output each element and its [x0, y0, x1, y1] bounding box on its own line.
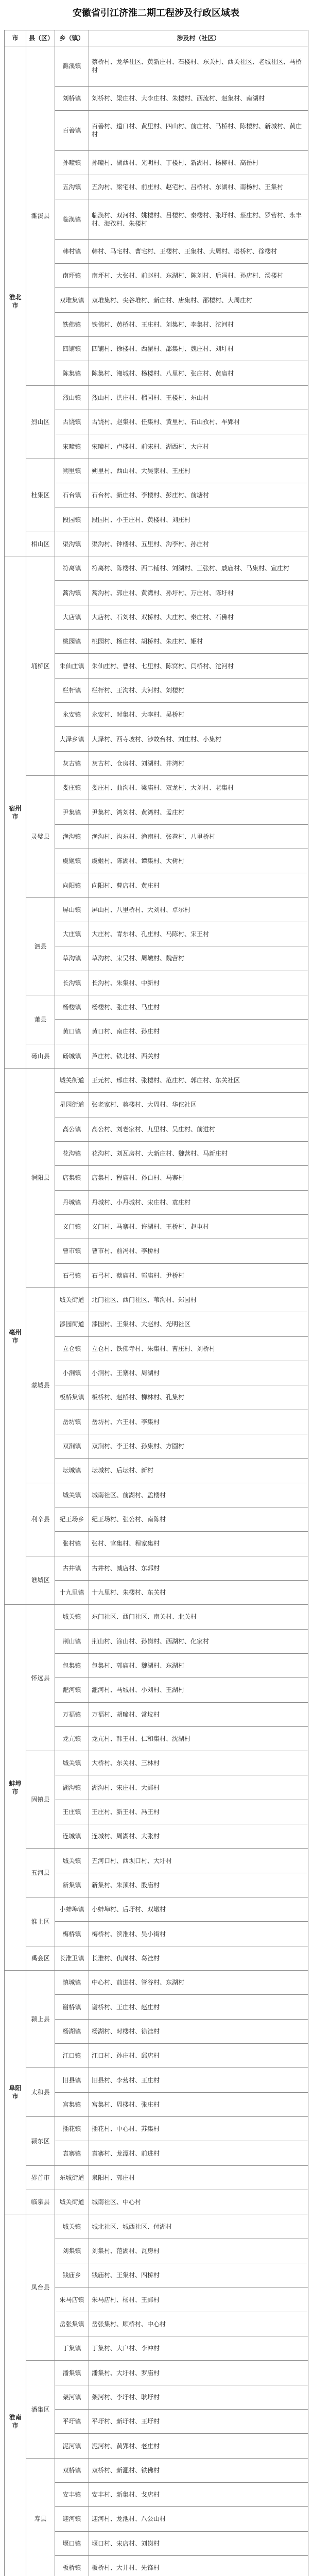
villages-cell: 古井村、减店村、东郭村 — [89, 1556, 308, 1580]
villages-cell: 曹市村、前冯村、李桥村 — [89, 1239, 308, 1263]
villages-cell: 尹集村、湾刘村、黄湾村、孟庄村 — [89, 800, 308, 824]
county-cell: 临泉县 — [26, 2190, 55, 2214]
town-cell: 龙亢镇 — [55, 1726, 89, 1751]
villages-cell: 渔沟村、沟东村、渔南村、张巷村、八里桥村 — [89, 824, 308, 849]
villages-cell: 岳坊村、六王村、李集村 — [89, 1410, 308, 1434]
town-cell: 张村镇 — [55, 1532, 89, 1556]
villages-cell: 王庄村、新王村、冯王村 — [89, 1800, 308, 1824]
table-row — [5, 2458, 308, 2482]
town-cell: 大店镇 — [55, 605, 89, 629]
table-row — [5, 995, 308, 1019]
town-cell: 店集镇 — [55, 1166, 89, 1190]
town-cell: 岳坊镇 — [55, 1410, 89, 1434]
town-cell: 坛城镇 — [55, 1459, 89, 1483]
villages-cell: 古饶村、赵集村、任集村、黄里村、石山孜村、车郢村 — [89, 410, 308, 434]
villages-cell: 刘桥村、梁庄村、大李庄村、朱楼村、西流村、赵集村、南湖村 — [89, 86, 308, 110]
villages-cell: 虞姬村、陈湖村、谭集村、大树村 — [89, 849, 308, 873]
county-cell: 潘集区 — [26, 2361, 55, 2458]
town-cell: 王庄镇 — [55, 1800, 89, 1824]
villages-cell: 岳张集村、顾桥村、中心村 — [89, 2312, 308, 2336]
villages-cell: 泥河村、黄郢村、老庄村 — [89, 2434, 308, 2458]
villages-cell: 长沟村、朱集村、中新村 — [89, 971, 308, 995]
villages-cell: 大店村、石刘村、双桥村、大庄村、秦庄村、石佛村 — [89, 605, 308, 629]
town-cell: 大泽乡镇 — [55, 727, 89, 751]
town-cell: 杨湖镇 — [55, 2019, 89, 2043]
villages-cell: 大泽村、西寺坡村、涉故台村、刘庄村、小集村 — [89, 727, 308, 751]
county-cell: 怀远县 — [26, 1605, 55, 1751]
villages-cell: 北门社区、西门社区、苇沟村、郑园村 — [89, 1287, 308, 1312]
county-cell: 界首市 — [26, 2165, 55, 2190]
town-cell: 小涧镇 — [55, 1361, 89, 1385]
town-cell: 石弓镇 — [55, 1263, 89, 1287]
town-cell: 花沟镇 — [55, 1141, 89, 1165]
town-cell: 潘集镇 — [55, 2361, 89, 2385]
town-cell: 安丰镇 — [55, 2483, 89, 2507]
town-cell: 栏杆镇 — [55, 678, 89, 702]
town-cell: 旧县镇 — [55, 2068, 89, 2092]
villages-cell: 义门村、马寨村、许湖村、王桥村、赵屯村 — [89, 1214, 308, 1239]
county-cell: 利辛县 — [26, 1483, 55, 1556]
town-cell: 荆山镇 — [55, 1629, 89, 1653]
villages-cell: 中心村、前进村、管谷村、东湖村 — [89, 1971, 308, 1995]
villages-cell: 张村、官集村、程家集村 — [89, 1532, 308, 1556]
town-cell: 城关镇 — [55, 1751, 89, 1775]
town-cell: 漆园街道 — [55, 1312, 89, 1336]
town-cell: 韩村镇 — [55, 239, 89, 263]
villages-cell: 潘集村、大圩村、罗庙村 — [89, 2361, 308, 2385]
town-cell: 城关街道 — [55, 1287, 89, 1312]
villages-cell: 安丰村、新集村、戈店村 — [89, 2483, 308, 2507]
county-cell: 太和县 — [26, 2068, 55, 2117]
town-cell: 城关镇 — [55, 2214, 89, 2239]
county-cell: 固镇县 — [26, 1751, 55, 1849]
table-row — [5, 1751, 308, 1775]
villages-cell: 杨湖村、时楼村、徐洼村 — [89, 2019, 308, 2043]
town-cell: 长淮卫镇 — [55, 1946, 89, 1970]
town-cell: 尹集镇 — [55, 800, 89, 824]
county-cell: 埇桥区 — [26, 556, 55, 776]
villages-cell: 双涧村、李王村、孙集村、方圆村 — [89, 1434, 308, 1458]
villages-cell: 屏山村、八里桥村、大刘村、卓尔村 — [89, 897, 308, 922]
town-cell: 东城街道 — [55, 2165, 89, 2190]
villages-cell: 城南社区、前湖村、孟楼村 — [89, 1483, 308, 1507]
county-cell: 灵璧县 — [26, 776, 55, 898]
table-row — [5, 1483, 308, 1507]
town-cell: 桃园镇 — [55, 630, 89, 654]
villages-cell: 梅桥村、滨淮村、吴小街村 — [89, 1922, 308, 1946]
villages-cell: 烈山村、洪庄村、榴园村、王楼村、东山村 — [89, 385, 308, 410]
villages-cell: 娄庄村、曲沟村、梁庙村、双龙村、大刘村、老集村 — [89, 776, 308, 800]
town-cell: 刘集镇 — [55, 2239, 89, 2263]
town-cell: 泥河镇 — [55, 2434, 89, 2458]
villages-cell: 草沟村、宋吴村、周墩村、魏营村 — [89, 946, 308, 971]
county-cell: 凤台县 — [26, 2214, 55, 2361]
villages-cell: 栏杆村、王沟村、大河村、刘楼村 — [89, 678, 308, 702]
town-cell: 江口镇 — [55, 2044, 89, 2068]
town-cell: 濉溪镇 — [55, 46, 89, 87]
county-cell: 泗县 — [26, 897, 55, 995]
villages-cell: 向阳村、曹店村、黄庄村 — [89, 873, 308, 897]
villages-cell: 袁寨村、龙潭村、前进村 — [89, 2141, 308, 2165]
county-cell: 谯城区 — [26, 1556, 55, 1605]
town-cell: 城关镇 — [55, 1483, 89, 1507]
villages-cell: 丹城村、小丹城村、宋庄村、袁庄村 — [89, 1190, 308, 1214]
table-row — [5, 459, 308, 483]
villages-cell: 十九里村、朱楼村、东关村 — [89, 1580, 308, 1604]
table-row — [5, 1897, 308, 1922]
town-cell: 草沟镇 — [55, 946, 89, 971]
villages-cell: 四铺村、徐楼村、西翟村、邵集村、魏庄村、刘圩村 — [89, 337, 308, 361]
town-cell: 慎城镇 — [55, 1971, 89, 1995]
table-row — [5, 1556, 308, 1580]
villages-cell: 桃园村、杨庄村、胡桥村、朱庄村、姬村 — [89, 630, 308, 654]
table-row — [5, 1287, 308, 1312]
table-row — [5, 1849, 308, 1873]
table-row — [5, 2214, 308, 2239]
villages-cell: 刘集村、范湖村、瓦房村 — [89, 2239, 308, 2263]
villages-cell: 淝河村、马城村、小刘村、王湖村 — [89, 1678, 308, 1702]
town-cell: 娄庄镇 — [55, 776, 89, 800]
villages-cell: 宫集村、周楼村、张庄村 — [89, 2092, 308, 2116]
town-cell: 烈山镇 — [55, 385, 89, 410]
header-county: 县（区） — [26, 30, 55, 46]
villages-cell: 王元村、邢庄村、张楼村、范庄村、郭庄村、东关社区 — [89, 1068, 308, 1092]
table-row — [5, 2117, 308, 2141]
town-cell: 双涧镇 — [55, 1434, 89, 1458]
town-cell: 万福镇 — [55, 1702, 89, 1726]
villages-cell: 永安村、时集村、大李村、吴桥村 — [89, 703, 308, 727]
town-cell: 灰古镇 — [55, 751, 89, 775]
city-cell: 宿州市 — [5, 556, 26, 1069]
villages-cell: 大庄村、青东村、孔庄村、马陈村、宋王村 — [89, 922, 308, 946]
town-cell: 城关镇 — [55, 1849, 89, 1873]
villages-cell: 石台村、新庄村、李楼村、彭庄村、前塘村 — [89, 483, 308, 507]
town-cell: 丹城镇 — [55, 1190, 89, 1214]
town-cell: 平圩镇 — [55, 2410, 89, 2434]
villages-cell: 立仓村、铁佛寺村、朱集村、曹庄村、刘桥村 — [89, 1336, 308, 1361]
villages-cell: 坛城村、后坛村、新村 — [89, 1459, 308, 1483]
town-cell: 杨楼镇 — [55, 995, 89, 1019]
county-cell: 砀山县 — [26, 1044, 55, 1068]
table-row — [5, 532, 308, 556]
town-cell: 立仓镇 — [55, 1336, 89, 1361]
villages-cell: 连城村、周湖村、大张村 — [89, 1824, 308, 1849]
villages-cell: 东门社区、西门社区、南关村、北关村 — [89, 1605, 308, 1629]
villages-cell: 铁佛村、黄桥村、王庄村、刘集村、李集村、沱河村 — [89, 312, 308, 336]
table-row — [5, 1044, 308, 1068]
villages-cell: 插花村、中心村、苏集村 — [89, 2117, 308, 2141]
villages-cell: 双堆集村、尖谷堆村、新庄村、唐集村、邵楼村、大周庄村 — [89, 288, 308, 312]
villages-cell: 堰口村、宋店村、刘岗村 — [89, 2531, 308, 2555]
town-cell: 义门镇 — [55, 1214, 89, 1239]
villages-cell: 朱马店村、杨村、王郢村 — [89, 2287, 308, 2312]
villages-cell: 板桥村、大井村、先锋村 — [89, 2555, 308, 2576]
table-row — [5, 1971, 308, 1995]
table-row — [5, 385, 308, 410]
villages-cell: 灰古村、仓房村、刘湖村、井湾村 — [89, 751, 308, 775]
town-cell: 新集镇 — [55, 1873, 89, 1897]
table-row — [5, 46, 308, 87]
city-cell: 阜阳市 — [5, 1971, 26, 2214]
town-cell: 大庄镇 — [55, 922, 89, 946]
villages-cell: 临涣村、双河村、姚楼村、吕楼村、秦楼村、张圩村、蔡庄村、罗营村、永丰村、海孜村、朱楼村 — [89, 199, 308, 240]
town-cell: 梅桥镇 — [55, 1922, 89, 1946]
villages-cell: 百善村、道口村、黄里村、四山村、前庄村、马桥村、陈楼村、新城村、黄庄村 — [89, 110, 308, 150]
page-title: 安徽省引江济淮二期工程涉及行政区域表 — [73, 8, 239, 19]
town-cell: 城关街道 — [55, 2190, 89, 2214]
villages-cell: 张老家村、蒋楼村、大周村、华佗社区 — [89, 1093, 308, 1117]
villages-cell: 迎河村、龙池村、八公山村 — [89, 2507, 308, 2531]
table-row — [5, 2165, 308, 2190]
town-cell: 淝河镇 — [55, 1678, 89, 1702]
county-cell: 颍东区 — [26, 2117, 55, 2166]
table-row — [5, 2068, 308, 2092]
town-cell: 朔里镇 — [55, 459, 89, 483]
villages-cell: 石弓村、蔡庙村、郭庙村、尹桥村 — [89, 1263, 308, 1287]
villages-cell: 蔡桥村、龙华社区、黄新庄村、石楼村、东关村、西关社区、老城社区、马桥村 — [89, 46, 308, 87]
county-cell: 杜集区 — [26, 459, 55, 532]
villages-cell: 江口村、孙庄村、邱店村 — [89, 2044, 308, 2068]
table-row — [5, 556, 308, 581]
town-cell: 虞姬镇 — [55, 849, 89, 873]
county-cell: 颍上县 — [26, 1971, 55, 2068]
villages-cell: 荆山村、涂山村、孙岗村、西湖村、化家村 — [89, 1629, 308, 1653]
table-row — [5, 2361, 308, 2385]
town-cell: 双桥镇 — [55, 2458, 89, 2482]
town-cell: 双堆集镇 — [55, 288, 89, 312]
villages-cell: 芦庄村、铁北村、西关村 — [89, 1044, 308, 1068]
villages-cell: 双桥村、新淝村、铁佛村 — [89, 2458, 308, 2482]
town-cell: 谢桥镇 — [55, 1995, 89, 2019]
header-row — [5, 30, 308, 46]
town-cell: 刘桥镇 — [55, 86, 89, 110]
county-cell: 萧县 — [26, 995, 55, 1044]
town-cell: 五沟镇 — [55, 175, 89, 199]
table-row — [5, 776, 308, 800]
town-cell: 小蚌埠镇 — [55, 1897, 89, 1922]
villages-cell: 五河口村、西坝口村、大圩村 — [89, 1849, 308, 1873]
town-cell: 星园街道 — [55, 1093, 89, 1117]
town-cell: 向阳镇 — [55, 873, 89, 897]
town-cell: 古井镇 — [55, 1556, 89, 1580]
county-cell: 寿县 — [26, 2458, 55, 2576]
town-cell: 渔沟镇 — [55, 824, 89, 849]
town-cell: 迎河镇 — [55, 2507, 89, 2531]
villages-cell: 小涧村、王寨村、周湖村 — [89, 1361, 308, 1385]
town-cell: 石台镇 — [55, 483, 89, 507]
villages-cell: 高公村、刘老家村、九里村、吴庄村、前进村 — [89, 1117, 308, 1141]
town-cell: 湖沟镇 — [55, 1775, 89, 1800]
villages-cell: 小蚌埠村、后圩村、双墩村 — [89, 1897, 308, 1922]
villages-cell: 万福村、胡疃村、常坟村 — [89, 1702, 308, 1726]
villages-cell: 泉阳村、郭庄村 — [89, 2165, 308, 2190]
town-cell: 宋疃镇 — [55, 434, 89, 459]
villages-cell: 朱仙庄村、曹村、七里村、陈窝村、闫桥村、沱河村 — [89, 654, 308, 678]
town-cell: 铁佛镇 — [55, 312, 89, 336]
villages-cell: 平圩村、新圩村、王圩村 — [89, 2410, 308, 2434]
town-cell: 板桥镇 — [55, 2555, 89, 2576]
table-row — [5, 1946, 308, 1970]
villages-cell: 符离村、陈楼村、西二铺村、刘湖村、三张村、戚庙村、马集村、宣庄村 — [89, 556, 308, 581]
town-cell: 符离镇 — [55, 556, 89, 581]
town-cell: 朱马店镇 — [55, 2287, 89, 2312]
town-cell: 钱庙乡 — [55, 2263, 89, 2287]
villages-cell: 谢桥村、王庄村、赵庄村 — [89, 1995, 308, 2019]
villages-cell: 五沟村、梁宅村、前庄村、赵宅村、吕桥村、东湖村、南杨村、王集村 — [89, 175, 308, 199]
town-cell: 永安镇 — [55, 703, 89, 727]
table-body — [5, 46, 308, 2576]
town-cell: 城关街道 — [55, 1068, 89, 1092]
header-villages: 涉及村（社区） — [89, 30, 308, 46]
villages-cell: 纪王场村、张公村、南陈村 — [89, 1507, 308, 1531]
county-cell: 蒙城县 — [26, 1287, 55, 1483]
villages-cell: 架河村、李圩村、耿圩村 — [89, 2385, 308, 2409]
town-cell: 袁寨镇 — [55, 2141, 89, 2165]
villages-cell: 南坪村、大张村、前赵村、东湖村、陈刘村、后冯村、孙店村、汤楼村 — [89, 264, 308, 288]
town-cell: 渠沟镇 — [55, 532, 89, 556]
town-cell: 南坪镇 — [55, 264, 89, 288]
villages-cell: 花沟村、刘瓦房村、大新庄村、魏营村、马新庄村 — [89, 1141, 308, 1165]
county-cell: 淮上区 — [26, 1897, 55, 1946]
villages-cell: 大桥村、东关村、三林村 — [89, 1751, 308, 1775]
villages-cell: 朔里村、西山村、大吴家村、王庄村 — [89, 459, 308, 483]
table-row — [5, 1068, 308, 1092]
county-cell: 烈山区 — [26, 385, 55, 459]
villages-cell: 包集村、郭庙村、魏湖村、东湖村 — [89, 1653, 308, 1677]
county-cell: 禹会区 — [26, 1946, 55, 1970]
table-row — [5, 897, 308, 922]
header-town: 乡（镇） — [55, 30, 89, 46]
villages-cell: 板桥村、赵桥村、柳林村、孔集村 — [89, 1385, 308, 1410]
villages-cell: 龙亢村、韩王村、仁和集村、沈湖村 — [89, 1726, 308, 1751]
town-cell: 十九里镇 — [55, 1580, 89, 1604]
town-cell: 架河镇 — [55, 2385, 89, 2409]
town-cell: 包集镇 — [55, 1653, 89, 1677]
town-cell: 岳张集镇 — [55, 2312, 89, 2336]
town-cell: 高公镇 — [55, 1117, 89, 1141]
town-cell: 曹市镇 — [55, 1239, 89, 1263]
villages-cell: 蒿沟村、郭庄村、黄湾村、孙圩村、万庄村、陈圩村 — [89, 581, 308, 605]
town-cell: 板桥集镇 — [55, 1385, 89, 1410]
town-cell: 朱仙庄镇 — [55, 654, 89, 678]
county-cell: 濉溪县 — [26, 46, 55, 386]
city-cell: 蚌埠市 — [5, 1605, 26, 1971]
town-cell: 屏山镇 — [55, 897, 89, 922]
city-cell: 淮南市 — [5, 2214, 26, 2576]
city-cell: 淮北市 — [5, 46, 26, 556]
header-city: 市 — [5, 30, 26, 46]
villages-cell: 丁集村、大户村、李冲村 — [89, 2336, 308, 2361]
city-cell: 亳州市 — [5, 1068, 26, 1604]
town-cell: 百善镇 — [55, 110, 89, 150]
villages-cell: 新集村、朱顶村、殷庙村 — [89, 1873, 308, 1897]
town-cell: 堰口镇 — [55, 2531, 89, 2555]
villages-cell: 城南社区、中心村 — [89, 2190, 308, 2214]
town-cell: 孙疃镇 — [55, 150, 89, 175]
table-row — [5, 1605, 308, 1629]
town-cell: 城关镇 — [55, 1605, 89, 1629]
town-cell: 纪王场乡 — [55, 1507, 89, 1531]
villages-cell: 孙疃村、湖西村、光明村、丁楼村、新湖村、杨柳村、高岳村 — [89, 150, 308, 175]
county-cell: 相山区 — [26, 532, 55, 556]
town-cell: 陈集镇 — [55, 361, 89, 385]
town-cell: 四铺镇 — [55, 337, 89, 361]
town-cell: 插花镇 — [55, 2117, 89, 2141]
villages-cell: 湖沟村、宋庄村、大郢村 — [89, 1775, 308, 1800]
villages-cell: 段园村、小王庄村、黄楼村、刘庄村 — [89, 507, 308, 532]
town-cell: 砀城镇 — [55, 1044, 89, 1068]
villages-cell: 黄口村、南庄村、孙庄村 — [89, 1020, 308, 1044]
town-cell: 连城镇 — [55, 1824, 89, 1849]
villages-cell: 城北社区、城西社区、付湖村 — [89, 2214, 308, 2239]
town-cell: 宫集镇 — [55, 2092, 89, 2116]
villages-cell: 店集村、程庙村、孙白村、马寨村 — [89, 1166, 308, 1190]
town-cell: 段园镇 — [55, 507, 89, 532]
villages-cell: 宋疃村、卢楼村、前宋村、湖西村、大庄村 — [89, 434, 308, 459]
villages-cell: 杨楼村、张庄村、马庄村 — [89, 995, 308, 1019]
villages-cell: 渠沟村、钟楼村、五里村、沟李村、孙庄村 — [89, 532, 308, 556]
villages-cell: 漆园村、王集村、大赵村、光明社区 — [89, 1312, 308, 1336]
town-cell: 蒿沟镇 — [55, 581, 89, 605]
villages-cell: 钱庙村、王集村、四桥村 — [89, 2263, 308, 2287]
county-cell: 涡阳县 — [26, 1068, 55, 1287]
town-cell: 黄口镇 — [55, 1020, 89, 1044]
villages-cell: 长淮村、仇岗村、葛洼村 — [89, 1946, 308, 1970]
villages-cell: 旧县村、李营村、王庄村 — [89, 2068, 308, 2092]
villages-cell: 陈集村、湘城村、杨楼村、八里村、张庄村、黄庙村 — [89, 361, 308, 385]
town-cell: 临涣镇 — [55, 199, 89, 240]
admin-region-table — [4, 30, 308, 2576]
villages-cell: 韩村、马宅村、曹宅村、王楼村、王集村、大周村、塔桥村、徐楼村 — [89, 239, 308, 263]
county-cell: 五河县 — [26, 1849, 55, 1897]
town-cell: 古饶镇 — [55, 410, 89, 434]
table-header — [5, 30, 308, 46]
town-cell: 长沟镇 — [55, 971, 89, 995]
table-row — [5, 2190, 308, 2214]
town-cell: 丁集镇 — [55, 2336, 89, 2361]
